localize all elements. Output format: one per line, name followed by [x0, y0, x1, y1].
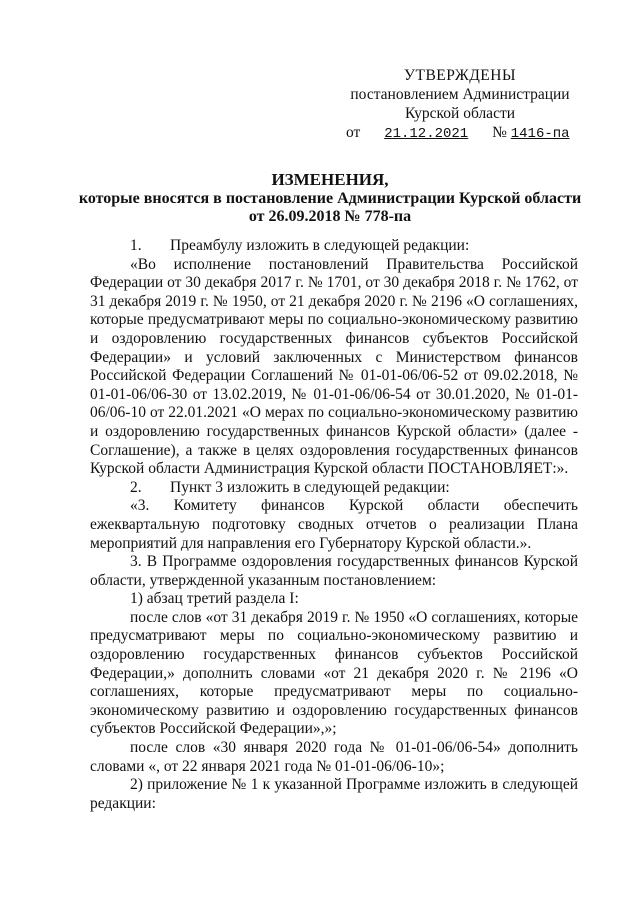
- document-body: [90, 237, 578, 813]
- paragraph-1-number: 1.: [130, 237, 142, 254]
- approval-block: [330, 66, 590, 144]
- from-label: от: [346, 124, 361, 141]
- paragraph-5: 3. В Программе оздоровления государственных финансов Курской области, утвержденной указанным постановлением:: [90, 553, 578, 589]
- approval-line-2: Курской области: [404, 105, 516, 122]
- paragraph-6: 1) абзац третий раздела I:: [130, 590, 299, 608]
- approval-number: 1416-па: [510, 126, 570, 142]
- approval-title: УТВЕРЖДЕНЫ: [404, 67, 516, 84]
- paragraph-2: «Во исполнение постановлений Правительства Российской Федерации от 30 декабря 2017 г. № 1701, от 30 декабря 2018 г. № 1762, от 31 декабря 2019 г. № 1950, от 21 декабря 2020 г. № 2196 «О соглашениях, которые предусматривают меры по социально-экономическому развитию и оздоровлению государственных финансов субъектов Российской Федерации» и условий заключенных с Министерством финансов Российской Федерации Соглашений № 01-01-06/06-52 от 09.02.2018, № 01-01-06/06-30 от 13.02.2019, № 01-01-06/06-54 от 30.01.2020, № 01-01-06/06-10 от 22.01.2021 «О мерах по социально-экономическому развитию и оздоровлению государственных финансов Курской области» (далее - Соглашение), а также в целях оздоровления государственных финансов Курской области Администрация Курской области ПОСТАНОВЛЯЕТ:».: [90, 255, 578, 478]
- approval-date: 21.12.2021: [384, 126, 469, 142]
- heading-title: ИЗМЕНЕНИЯ,: [271, 170, 389, 189]
- paragraph-3: [90, 479, 578, 498]
- paragraph-1-text: Преамбулу изложить в следующей редакции:: [170, 237, 470, 254]
- number-label: №: [492, 124, 507, 141]
- heading-subtitle: которые вносятся в постановление Администрации Курской области: [78, 189, 582, 207]
- heading-date-line: от 26.09.2018 № 778-па: [248, 208, 412, 225]
- paragraph-3-text: Пункт 3 изложить в следующей редакции:: [170, 478, 450, 496]
- document-heading: [60, 171, 600, 227]
- paragraph-4: «3. Комитету финансов Курской области обеспечить ежеквартальную подготовку сводных отчетов о реализации Плана мероприятий для направления его Губернатору Курской области.».: [90, 497, 578, 552]
- paragraph-7: после слов «от 31 декабря 2019 г. № 1950 «О соглашениях, которые предусматривают меры по социально-экономическому развитию и оздоровлению государственных финансов субъектов Российской Федерации,» дополнить словами «от 21 декабря 2020 г. № 2196 «О соглашениях, которые предусматривают меры по социально-экономическому развитию и оздоровлению государственных финансов субъектов Российской Федерации»,»;: [90, 608, 578, 738]
- approval-line-1: постановлением Администрации: [350, 86, 570, 103]
- paragraph-9: 2) приложение № 1 к указанной Программе изложить в следующей редакции:: [90, 776, 578, 812]
- paragraph-3-number: 2.: [130, 478, 142, 496]
- approval-number-line: [330, 123, 590, 144]
- paragraph-8: после слов «30 января 2020 года № 01-01-06/06-54» дополнить словами «, от 22 января 2021 года № 01-01-06/06-10»;: [90, 739, 578, 775]
- paragraph-1: [90, 237, 578, 256]
